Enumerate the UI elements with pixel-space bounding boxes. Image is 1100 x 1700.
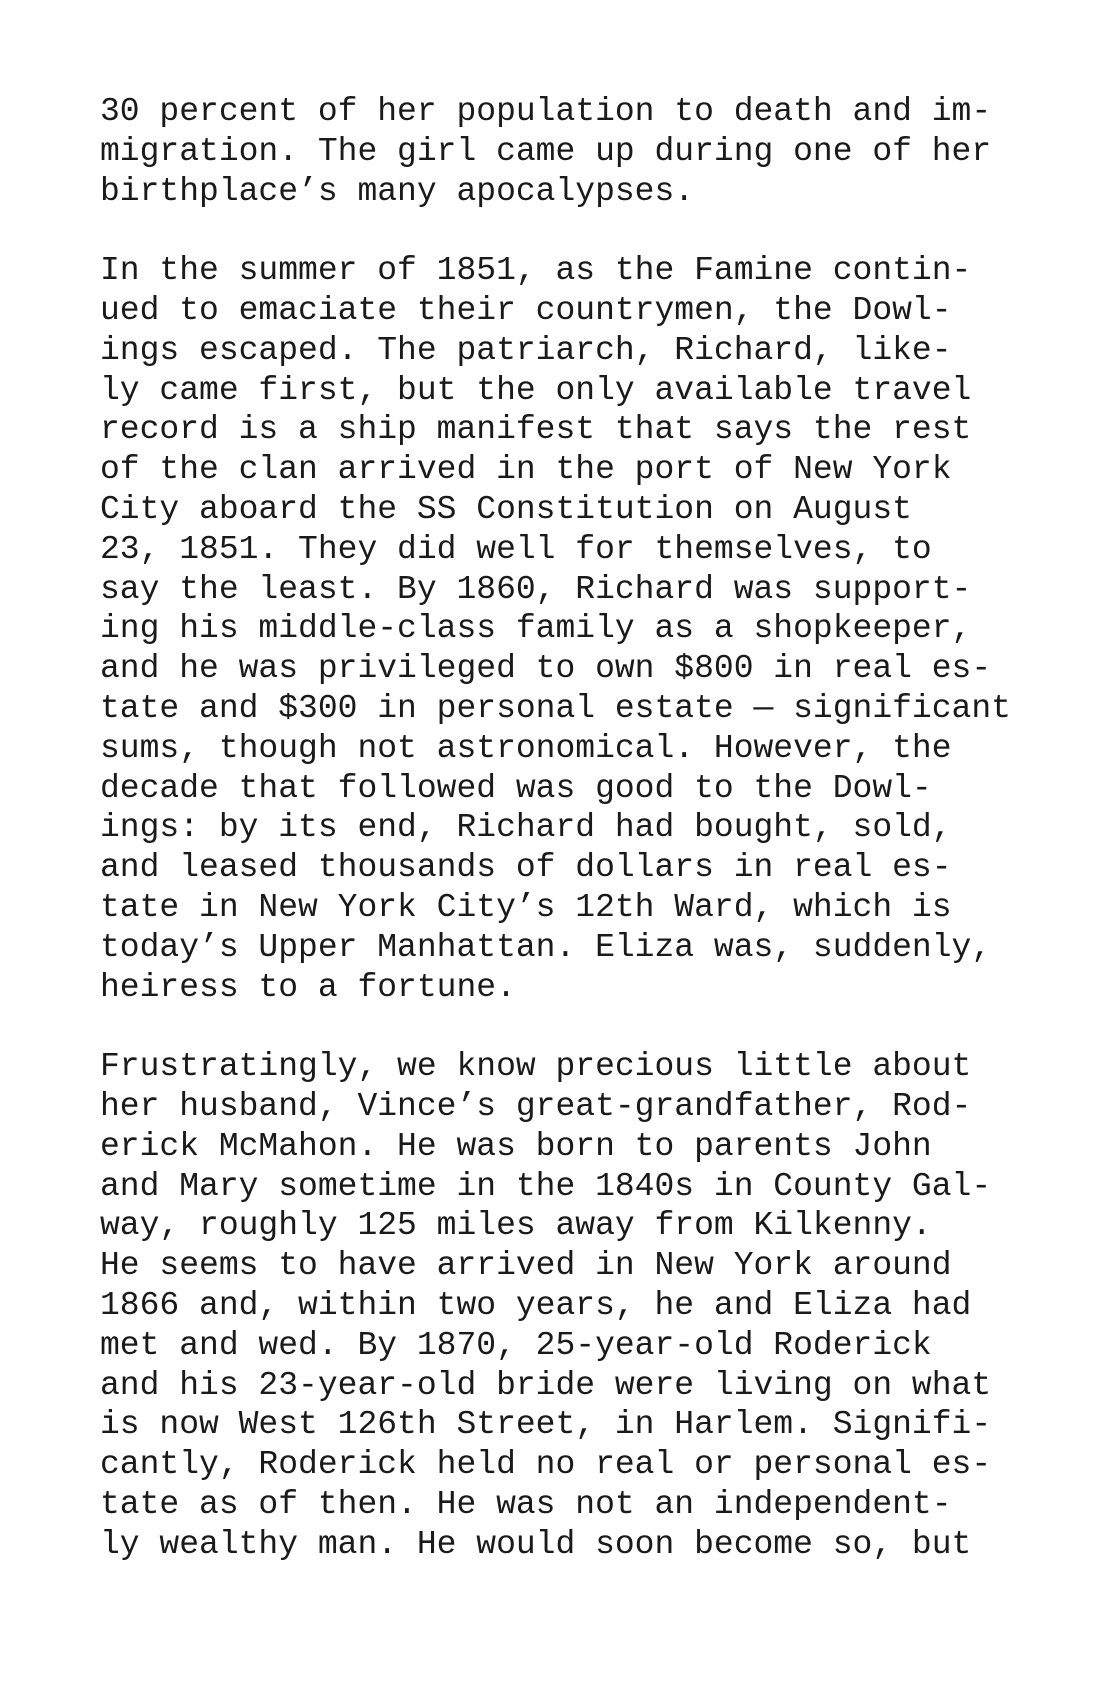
text-line: 1866 and, within two years, he and Eliza had [100,1286,972,1324]
text-line: tate in New York City’s 12th Ward, which is [100,888,952,926]
text-line: tate as of then. He was not an independent- [100,1485,952,1523]
paragraph-2 [100,251,1020,1007]
text-line: He seems to have arrived in New York around [100,1247,952,1285]
text-line: migration. The girl came up during one of her [100,132,992,170]
paragraph-1 [100,92,1020,211]
text-line: and his 23-year-old bride were living on what [100,1366,992,1404]
text-line: ings escaped. The patriarch, Richard, like- [100,331,952,369]
text-line: record is a ship manifest that says the rest [100,411,972,449]
text-line: ing his middle-class family as a shopkeeper, [100,610,972,648]
text-line: City aboard the SS Constitution on August [100,490,912,528]
text-line: ings: by its end, Richard had bought, sold, [100,809,952,847]
text-line: cantly, Roderick held no real or personal es- [100,1446,992,1484]
text-line: ly wealthy man. He would soon become so, but [100,1525,972,1563]
page-body [100,92,1020,1564]
text-line: way, roughly 125 miles away from Kilkenny. [100,1207,932,1245]
text-line: met and wed. By 1870, 25-year-old Roderick [100,1326,932,1364]
text-line: her husband, Vince’s great-grandfather, Rod- [100,1087,972,1125]
text-line: say the least. By 1860, Richard was support- [100,570,972,608]
text-line: Frustratingly, we know precious little about [100,1048,972,1086]
text-line: and leased thousands of dollars in real es- [100,849,952,887]
text-line: of the clan arrived in the port of New York [100,451,952,489]
text-line: 23, 1851. They did well for themselves, to [100,530,932,568]
text-line: erick McMahon. He was born to parents John [100,1127,932,1165]
text-line: decade that followed was good to the Dowl- [100,769,932,807]
text-line: ly came first, but the only available travel [100,371,972,409]
text-line: In the summer of 1851, as the Famine contin- [100,252,972,290]
text-line: birthplace’s many apocalypses. [100,172,695,210]
text-line: is now West 126th Street, in Harlem. Signifi- [100,1406,992,1444]
text-line: ued to emaciate their countrymen, the Dowl- [100,291,952,329]
text-line: today’s Upper Manhattan. Eliza was, suddenly, [100,928,992,966]
paragraph-3 [100,1047,1020,1564]
text-line: sums, though not astronomical. However, the [100,729,952,767]
text-line: heiress to a fortune. [100,968,516,1006]
text-line: tate and $300 in personal estate — significant [100,689,1011,727]
text-line: and he was privileged to own $800 in real es- [100,650,992,688]
text-line: and Mary sometime in the 1840s in County Gal- [100,1167,992,1205]
text-line: 30 percent of her population to death and im- [100,93,992,130]
